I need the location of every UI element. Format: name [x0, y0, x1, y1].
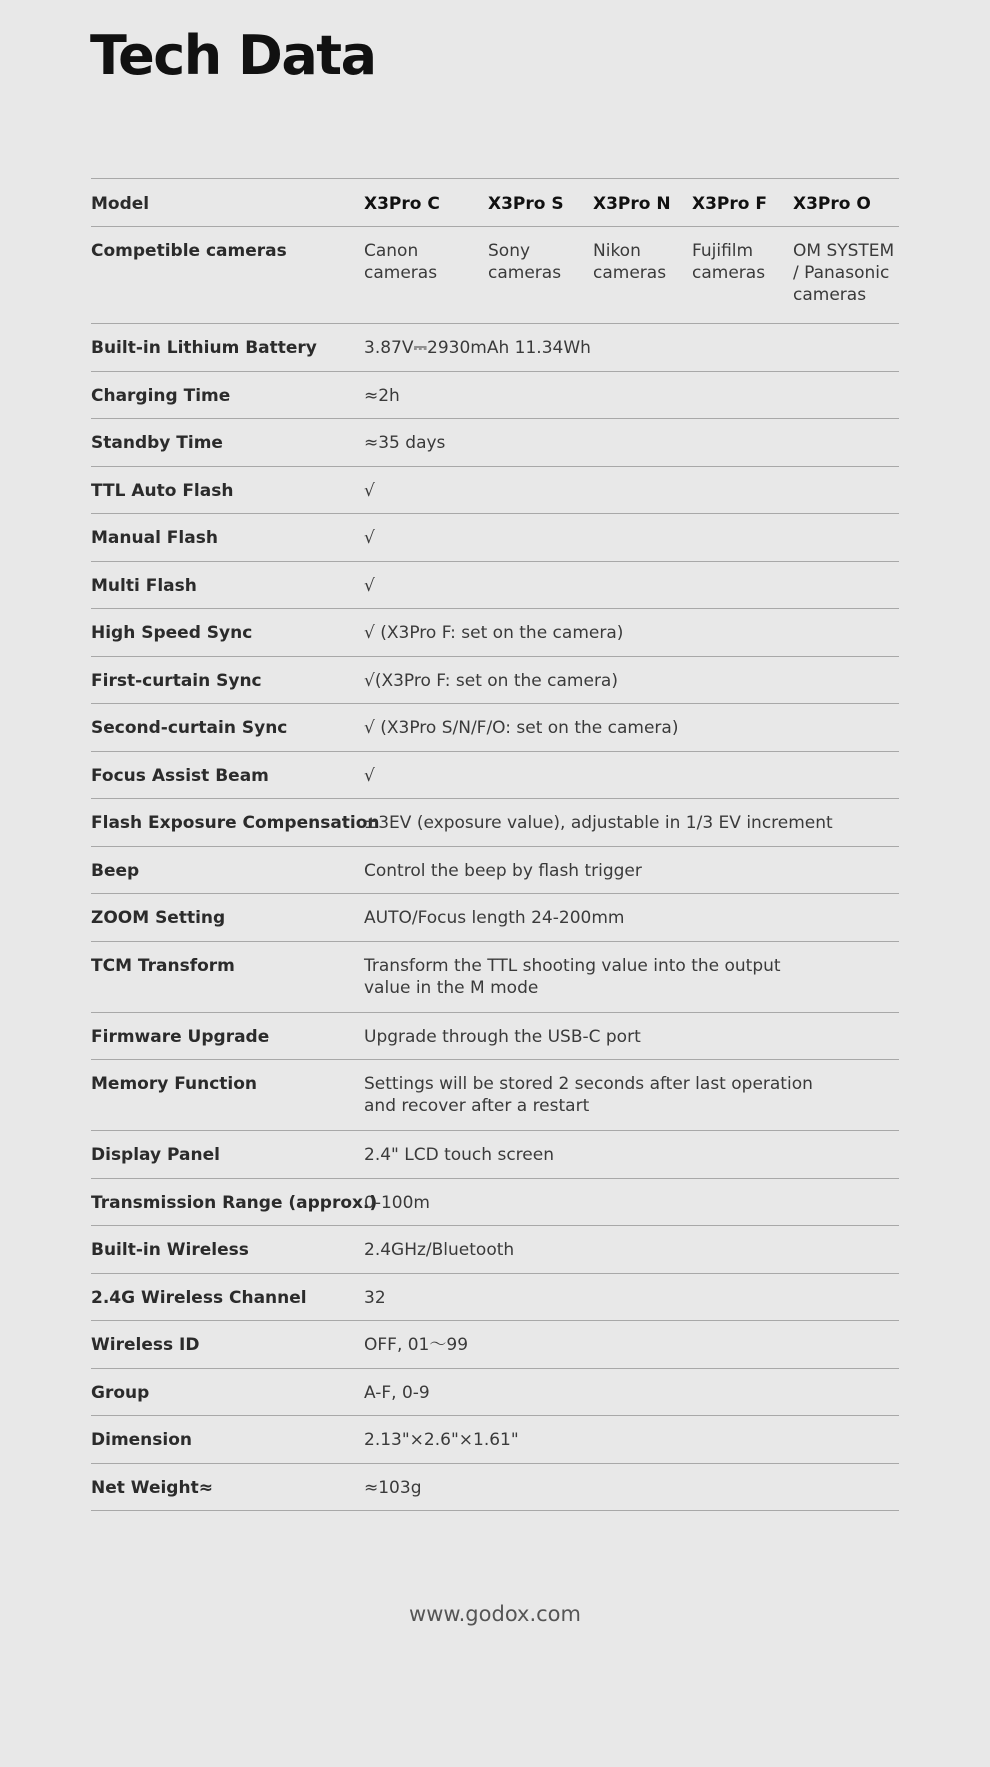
spec-row: [91, 1131, 899, 1179]
model-x3pro-f: X3Pro F: [692, 194, 767, 214]
spec-label: Wireless ID: [91, 1335, 200, 1355]
spec-row: [91, 1416, 899, 1464]
spec-row: [91, 467, 899, 515]
spec-row: [91, 609, 899, 657]
spec-label: Memory Function: [91, 1074, 258, 1094]
spec-label: Multi Flash: [91, 575, 197, 596]
spec-row: [91, 1179, 899, 1227]
spec-row: [91, 1464, 899, 1512]
spec-row: [91, 1274, 899, 1322]
spec-value: √: [364, 528, 375, 548]
tech-data-table: [91, 178, 899, 1511]
spec-value: √ (X3Pro S/N/F/O: set on the camera): [364, 718, 679, 738]
spec-value: 2.4" LCD touch screen: [364, 1145, 554, 1165]
spec-value: √(X3Pro F: set on the camera): [364, 670, 618, 691]
spec-value: ≈2h: [364, 385, 400, 406]
spec-value: 0-100m: [364, 1192, 430, 1213]
spec-label: Second-curtain Sync: [91, 718, 288, 738]
spec-row: [91, 1060, 899, 1131]
spec-label: Focus Assist Beam: [91, 765, 269, 786]
spec-value: A-F, 0-9: [364, 1382, 430, 1403]
spec-label: Flash Exposure Compensation: [91, 813, 380, 833]
spec-value: ±3EV (exposure value), adjustable in 1/3 EV increment: [364, 813, 833, 833]
spec-row: [91, 942, 899, 1013]
spec-value: √: [364, 575, 375, 596]
model-x3pro-o: X3Pro O: [793, 194, 871, 214]
spec-row: [91, 704, 899, 752]
spec-row: [91, 562, 899, 610]
website-url: www.godox.com: [409, 1602, 581, 1626]
spec-value: √ (X3Pro F: set on the camera): [364, 623, 624, 643]
compatible-canon: Canon cameras: [364, 241, 438, 283]
compatible-nikon: Nikon cameras: [593, 241, 667, 283]
spec-value: ≈35 days: [364, 433, 446, 453]
spec-row: [91, 1369, 899, 1417]
model-header-row: [91, 179, 899, 227]
spec-row: [91, 847, 899, 895]
spec-label: High Speed Sync: [91, 623, 253, 643]
spec-value: Transform the TTL shooting value into the output value in the M mode: [364, 955, 781, 998]
spec-row: [91, 1321, 899, 1369]
spec-value: 3.87V⎓2930mAh 11.34Wh: [364, 338, 591, 358]
spec-label: TTL Auto Flash: [91, 480, 234, 501]
model-label: Model: [91, 194, 150, 214]
spec-label: Standby Time: [91, 433, 223, 453]
spec-row: [91, 752, 899, 800]
spec-value: √: [364, 765, 375, 786]
spec-row: [91, 657, 899, 705]
spec-label: Group: [91, 1382, 150, 1403]
spec-label: First-curtain Sync: [91, 670, 262, 691]
compatible-cameras-row: [91, 227, 899, 324]
model-x3pro-n: X3Pro N: [593, 194, 671, 214]
spec-label: Built-in Lithium Battery: [91, 338, 317, 358]
spec-value: AUTO/Focus length 24-200mm: [364, 908, 625, 928]
compatible-sony: Sony cameras: [488, 241, 562, 283]
model-x3pro-c: X3Pro C: [364, 194, 440, 214]
spec-label: Beep: [91, 860, 140, 881]
spec-label: 2.4G Wireless Channel: [91, 1287, 307, 1308]
spec-label: Firmware Upgrade: [91, 1026, 270, 1047]
spec-label: Transmission Range (approx.): [91, 1192, 378, 1213]
spec-row: [91, 894, 899, 942]
spec-value: Control the beep by flash trigger: [364, 860, 642, 881]
compatible-fujifilm: Fujifilm cameras: [692, 241, 766, 283]
spec-value: ≈103g: [364, 1477, 422, 1498]
spec-row: [91, 419, 899, 467]
spec-row: [91, 514, 899, 562]
spec-label: Dimension: [91, 1430, 193, 1450]
spec-row: [91, 324, 899, 372]
compatible-cameras-label: Competible cameras: [91, 241, 287, 261]
spec-label: Manual Flash: [91, 528, 218, 548]
model-x3pro-s: X3Pro S: [488, 194, 564, 214]
spec-value: Upgrade through the USB-C port: [364, 1026, 641, 1047]
spec-label: ZOOM Setting: [91, 908, 226, 928]
spec-row: [91, 372, 899, 420]
spec-label: Charging Time: [91, 385, 231, 406]
page-title: Tech Data: [90, 24, 376, 87]
spec-label: Net Weight≈: [91, 1477, 213, 1498]
spec-value: 2.13"×2.6"×1.61": [364, 1430, 519, 1450]
spec-value: √: [364, 480, 375, 501]
spec-row: [91, 1226, 899, 1274]
spec-row: [91, 799, 899, 847]
compatible-om-panasonic: OM SYSTEM / Panasonic cameras: [793, 241, 895, 305]
spec-row: [91, 1013, 899, 1061]
spec-value: 32: [364, 1287, 386, 1308]
spec-value: Settings will be stored 2 seconds after last operation and recover after a restart: [364, 1074, 813, 1116]
spec-label: TCM Transform: [91, 955, 235, 976]
spec-label: Built-in Wireless: [91, 1240, 249, 1260]
spec-value: OFF, 01～99: [364, 1335, 469, 1355]
spec-label: Display Panel: [91, 1145, 220, 1165]
spec-value: 2.4GHz/Bluetooth: [364, 1240, 515, 1260]
